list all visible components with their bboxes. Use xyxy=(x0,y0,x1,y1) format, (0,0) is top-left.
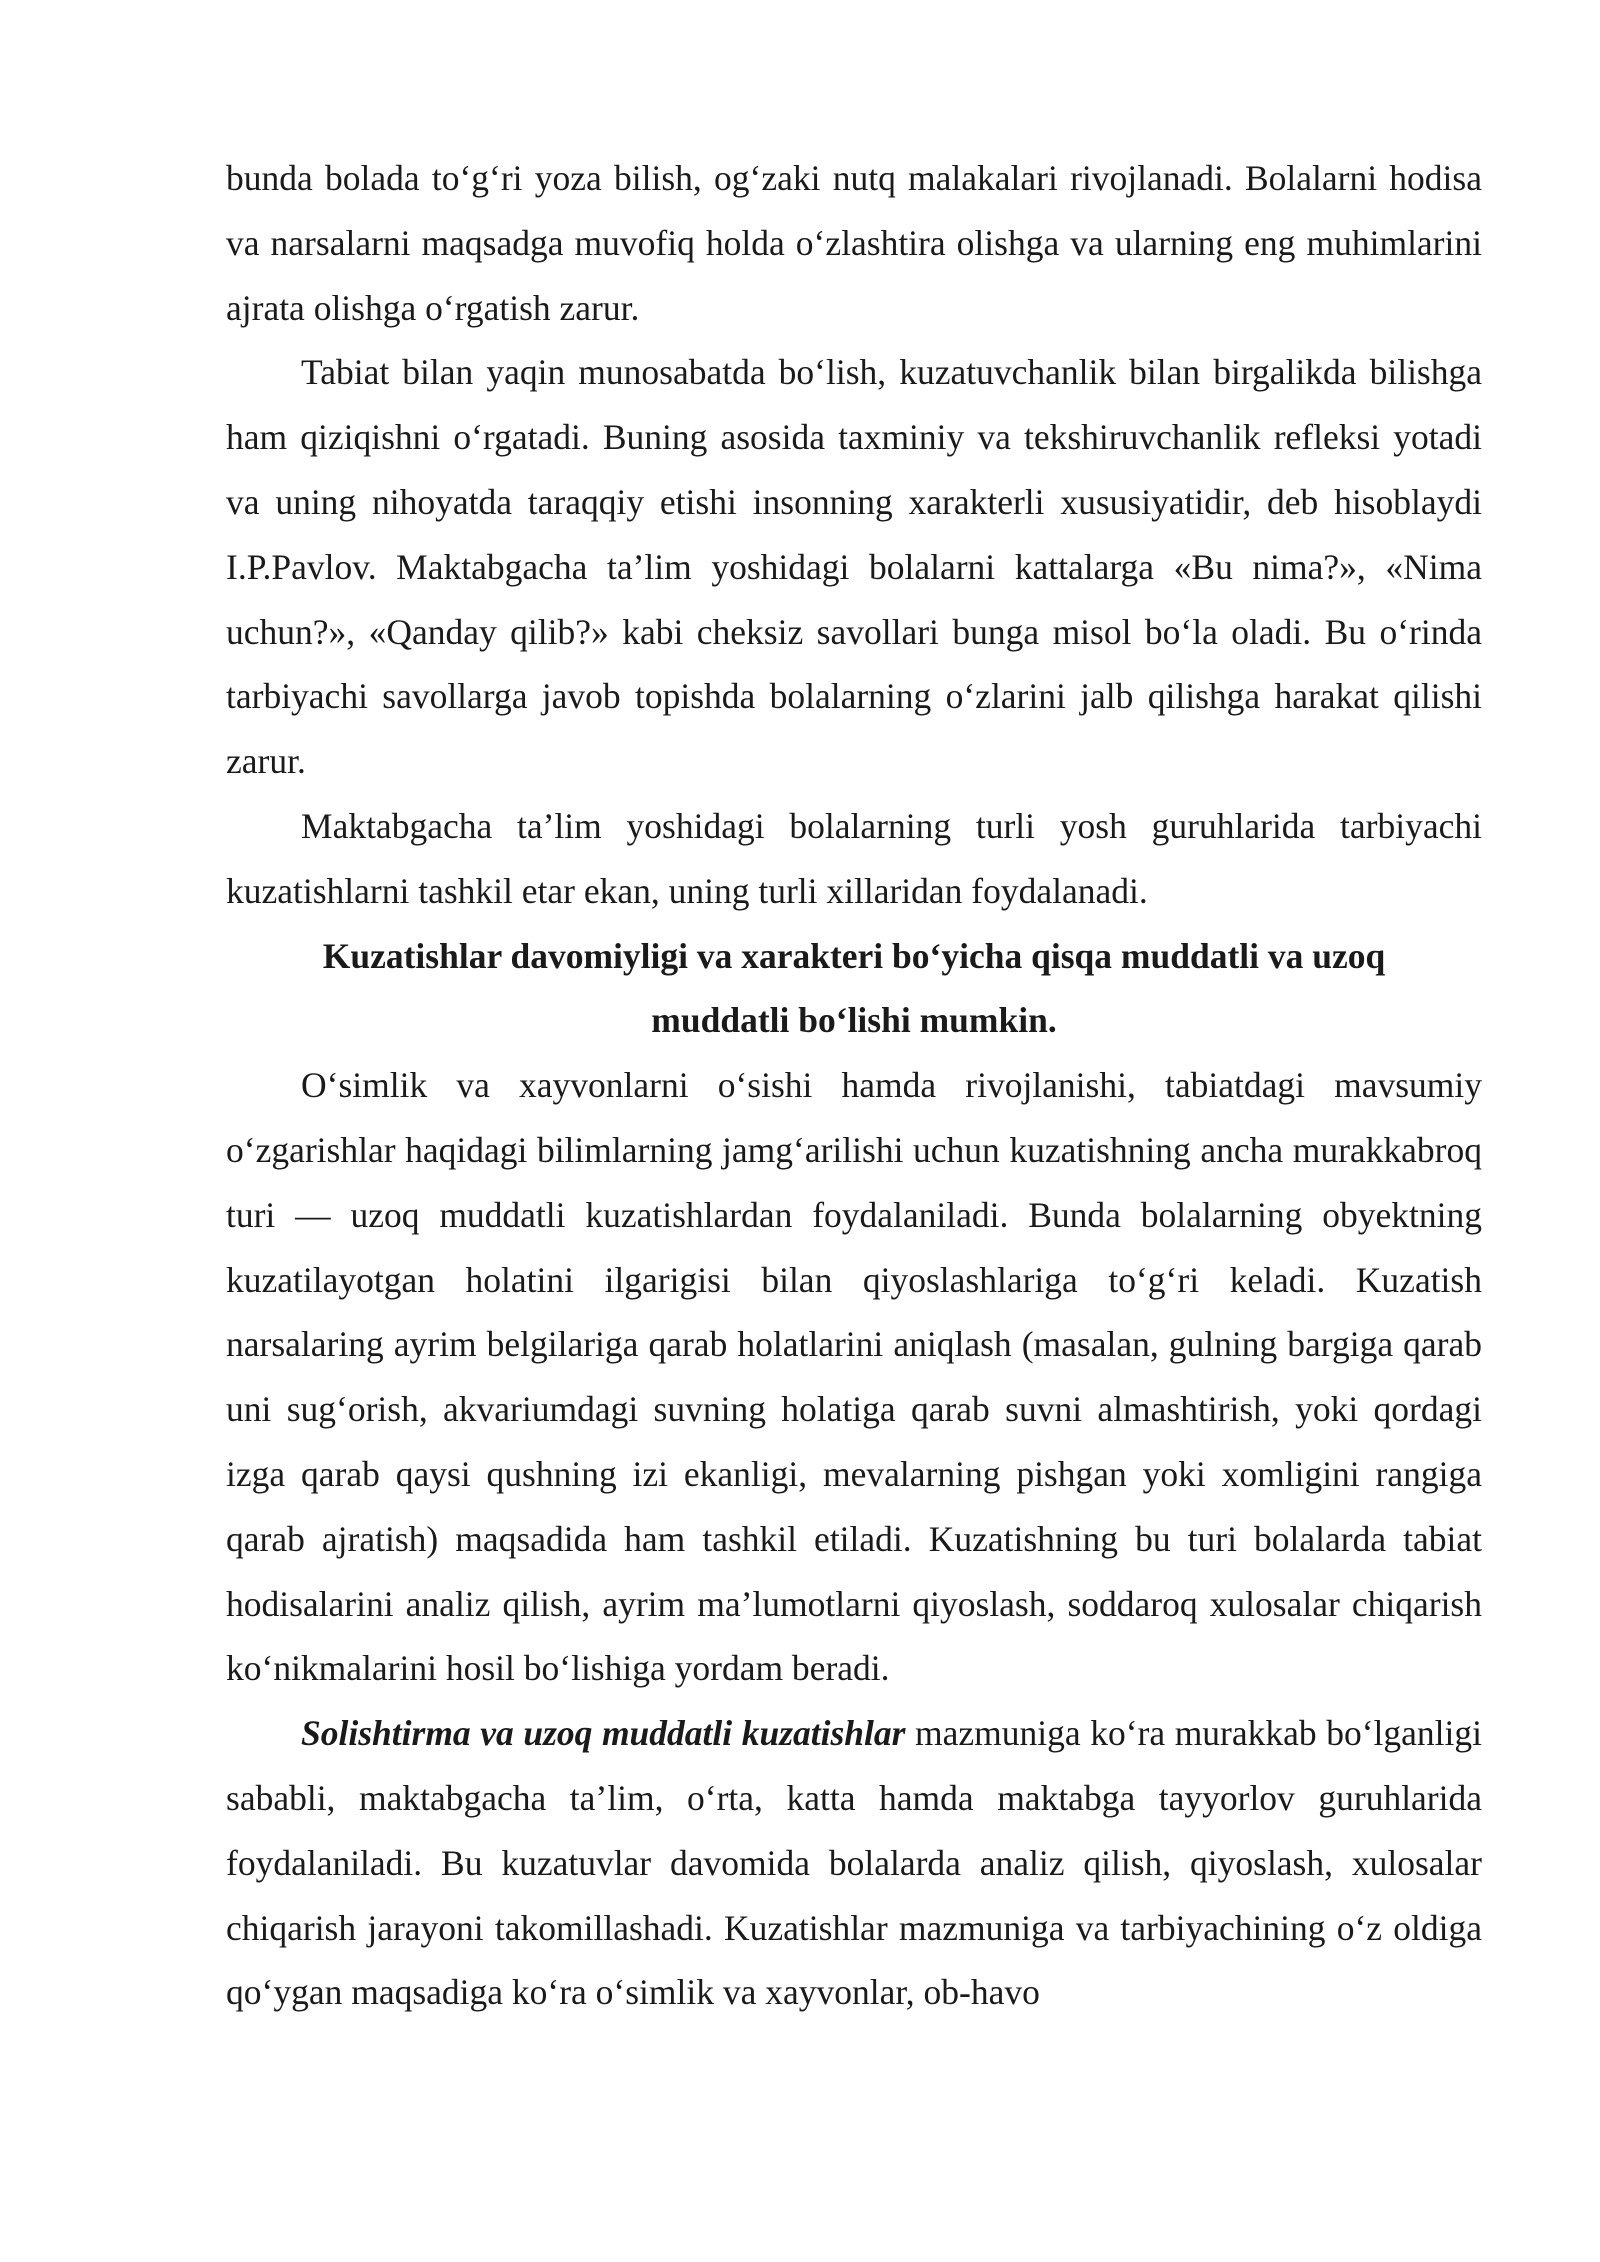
paragraph-3: Maktabgacha ta’lim yoshidagi bolalarning turli yosh guruhlarida tarbiyachi kuzatishlarni tashkil etar ekan, uning turli xillaridan foydalanadi. xyxy=(226,805,1482,911)
paragraph-1: bunda bolada to‘g‘ri yoza bilish, og‘zaki nutq malakalari rivojlanadi. Bolalarni hodisa va narsalarni maqsadga muvofiq holda o‘zlashtira olishga va ularning eng muhimlarini ajrata olishga o‘rgatish zarur. xyxy=(226,158,1482,328)
paragraph-5 xyxy=(226,1701,1482,2025)
section-heading: Kuzatishlar davomiyligi va xarakteri bo‘yicha qisqa muddatli va uzoq muddatli bo‘lishi mumkin. xyxy=(322,935,1386,1041)
paragraph-2: Tabiat bilan yaqin munosabatda bo‘lish, kuzatuvchanlik bilan birgalikda bilishga ham qiziqishni o‘rgatadi. Buning asosida taxminiy va tekshiruvchanlik refleksi yotadi va uning nihoyatda taraqqiy etishi insonning xarakterli xususiyatidir, deb hisoblaydi I.P.Pavlov. Maktabgacha ta’lim yoshidagi bolalarni kattalarga «Bu nima?», «Nima uchun?», «Qanday qilib?» kabi cheksiz savollari bunga misol bo‘la oladi. Bu o‘rinda tarbiyachi savollarga javob topishda bolalarning o‘zlarini jalb qilishga harakat qilishi zarur. xyxy=(226,352,1482,782)
paragraph-5-text: mazmuniga ko‘ra murakkab bo‘lganligi sababli, maktabgacha ta’lim, o‘rta, katta hamda maktabga tayyorlov guruhlarida foydalaniladi. Bu kuzatuvlar davomida bolalarda analiz qilish, qiyoslash, xulosalar chiqarish jarayoni takomillashadi. Kuzatishlar mazmuniga va tarbiyachining o‘z oldiga qo‘ygan maqsadiga ko‘ra o‘simlik va xayvonlar, ob-havo xyxy=(226,1713,1482,2013)
paragraph-4: O‘simlik va xayvonlarni o‘sishi hamda rivojlanishi, tabiatdagi mavsumiy o‘zgarishlar haqidagi bilimlarning jamg‘arilishi uchun kuzatishning ancha murakkabroq turi — uzoq muddatli kuzatishlardan foydalaniladi. Bunda bolalarning obyektning kuzatilayotgan holatini ilgarigisi bilan qiyoslashlariga to‘g‘ri keladi. Kuzatish narsalaring ayrim belgilariga qarab holatlarini aniqlash (masalan, gulning bargiga qarab uni sug‘orish, akvariumdagi suvning holatiga qarab suvni almashtirish, yoki qordagi izga qarab qaysi qushning izi ekanligi, mevalarning pishgan yoki xomligini rangiga qarab ajratish) maqsadida ham tashkil etiladi. Kuzatishning bu turi bolalarda tabiat hodisalarini analiz qilish, ayrim ma’lumotlarni qiyoslash, soddaroq xulosalar chiqarish ko‘nikmalarini hosil bo‘lishiga yordam beradi. xyxy=(226,1065,1482,1689)
document-body xyxy=(226,146,1482,2025)
emphasized-term: Solishtirma va uzoq muddatli kuzatishlar xyxy=(301,1713,906,1754)
